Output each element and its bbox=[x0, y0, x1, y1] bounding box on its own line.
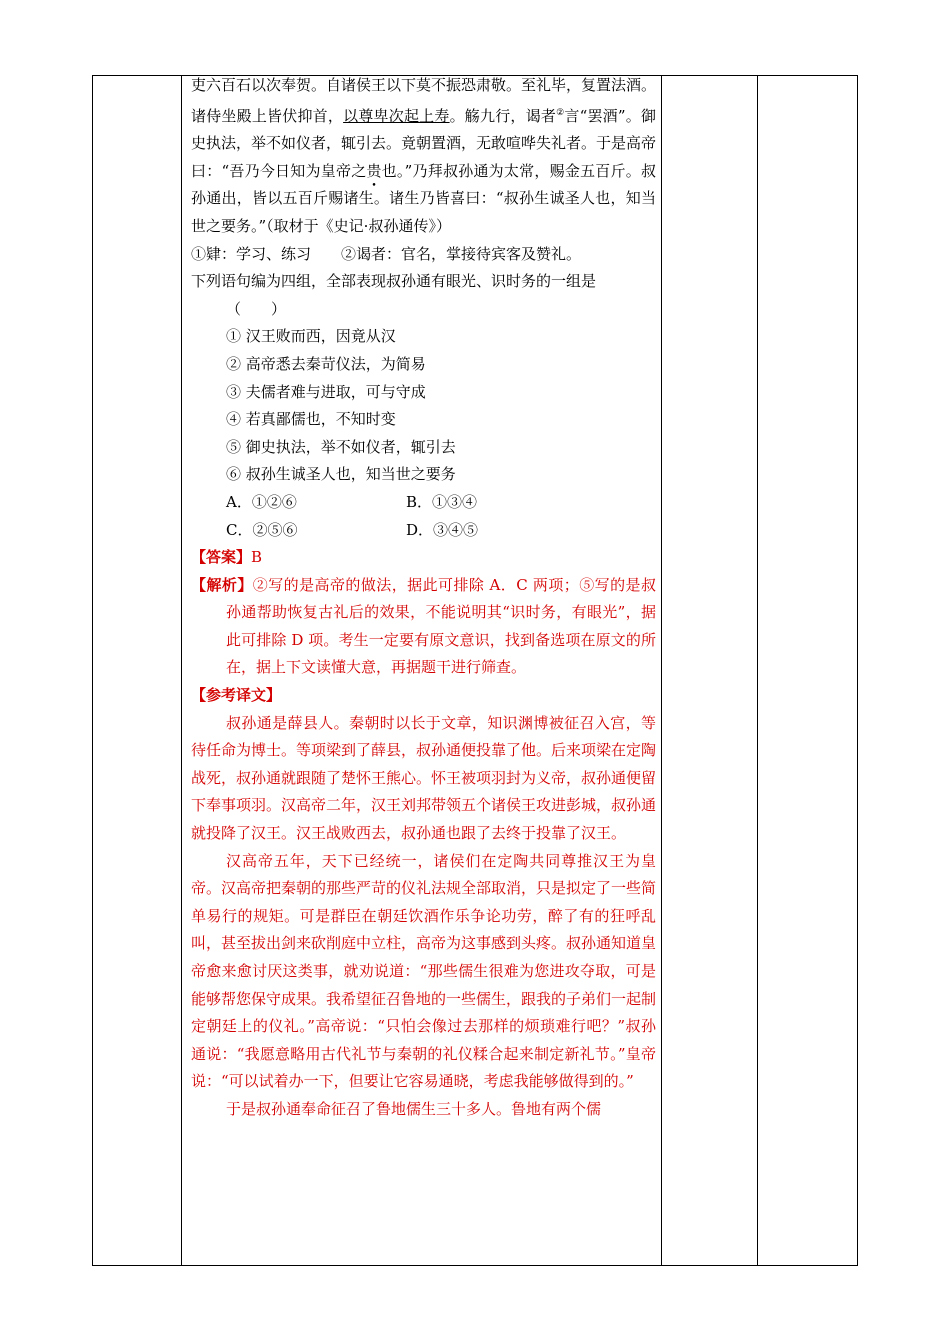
option-b: B．①③④ bbox=[406, 492, 478, 511]
analysis: 【解析】②写的是高帝的做法，据此可排除 A．C 两项；⑤写的是叔孙通帮助恢复古礼后的效果，不能说明其“识时务，有眼光”，据此可排除 D 项。考生一定要有原文意识，找到备选项在原文的所在，据上下文读懂大意，再据题干进行筛查。 bbox=[191, 575, 656, 677]
translation-paragraph: 于是叔孙通奉命征召了鲁地儒生三十多人。鲁地有两个儒 bbox=[226, 1099, 602, 1118]
option-d: D．③④⑤ bbox=[406, 520, 479, 539]
question-item: ① 汉王败而西，因竟从汉 bbox=[226, 327, 396, 346]
question-item: ② 高帝悉去秦苛仪法，为简易 bbox=[226, 354, 426, 373]
table-column-divider bbox=[757, 75, 758, 1266]
underlined-phrase: 以尊卑次起上寿 bbox=[343, 106, 450, 125]
option-c: C．②⑤⑥ bbox=[226, 520, 298, 539]
question-item: ⑤ 御史执法，举不如仪者，辄引去 bbox=[226, 437, 456, 456]
table-column-divider bbox=[661, 75, 662, 1266]
table-column-divider bbox=[181, 75, 182, 1266]
options-row bbox=[191, 517, 656, 545]
option-a: A．①②⑥ bbox=[226, 492, 297, 511]
passage-text: 吏六百石以次奉贺。自诸侯王以下莫不振恐肃敬。至礼毕，复置法酒。诸侍坐殿上皆伏抑首，以尊卑次起上寿。觞九行，谒者②言“罢酒”。御史执法，举不如仪者，辄引去。竟朝置酒，无敢喧哗失礼者。于是高帝曰：“吾乃今日知为皇帝之贵也。”乃拜叔孙通为太常，赐金五百斤。叔孙通出，皆以五百斤赐诸生。诸生乃皆喜曰：“叔孙生诚圣人也，知当世之要务。”（取材于《史记·叔孙通传》） bbox=[191, 76, 657, 235]
translation-paragraph: 汉高帝五年，天下已经统一，诸侯们在定陶共同尊推汉王为皇帝。汉高帝把秦朝的那些严苛的仪礼法规全部取消，只是拟定了一些简单易行的规矩。可是群臣在朝廷饮酒作乐争论功劳，醉了有的狂呼乱叫，甚至拔出剑来砍削庭中立柱，高帝为这事感到头疼。叔孙通知道皇帝愈来愈讨厌这类事，就劝说道：“那些儒生很难为您进攻夺取，可是能够帮您保守成果。我希望征召鲁地的一些儒生，跟我的子弟们一起制定朝廷上的仪礼。”高帝说：“只怕会像过去那样的烦琐难行吧？”叔孙通说：“我愿意略用古代礼节与秦朝的礼仪糅合起来制定新礼节。”皇帝说：“可以试着办一下，但要让它容易通晓，考虑我能够做得到的。” bbox=[191, 851, 657, 1091]
question-item: ③ 夫儒者难与进取，可与守成 bbox=[226, 382, 426, 401]
note-marker: ② bbox=[556, 107, 565, 118]
content-cell bbox=[191, 72, 656, 1124]
question-paren: （ ） bbox=[226, 299, 287, 318]
question-stem: 下列语句编为四组，全部表现叔孙通有眼光、识时务的一组是 bbox=[191, 272, 597, 291]
options-row bbox=[191, 489, 656, 517]
question-item: ⑥ 叔孙生诚圣人也，知当世之要务 bbox=[226, 465, 456, 484]
translation-label: 【参考译文】 bbox=[191, 686, 282, 705]
answer: 【答案】B bbox=[191, 548, 263, 567]
question-item: ④ 若真鄙儒也，不知时变 bbox=[226, 410, 396, 429]
translation-paragraph: 叔孙通是薛县人。秦朝时以长于文章，知识渊博被征召入宫，等待任命为博士。等项梁到了薛县，叔孙通便投靠了他。后来项梁在定陶战死，叔孙通就跟随了楚怀王熊心。怀王被项羽封为义帝，叔孙通便留下奉事项羽。汉高帝二年，汉王刘邦带领五个诸侯王攻进彭城，叔孙通就投降了汉王。汉王战败西去，叔孙通也跟了去终于投靠了汉王。 bbox=[191, 713, 657, 843]
emphasis-dot-char: 贵 bbox=[366, 161, 382, 180]
notes: ①肄：学习、练习 ②谒者：官名，掌接待宾客及赞礼。 bbox=[191, 244, 582, 263]
